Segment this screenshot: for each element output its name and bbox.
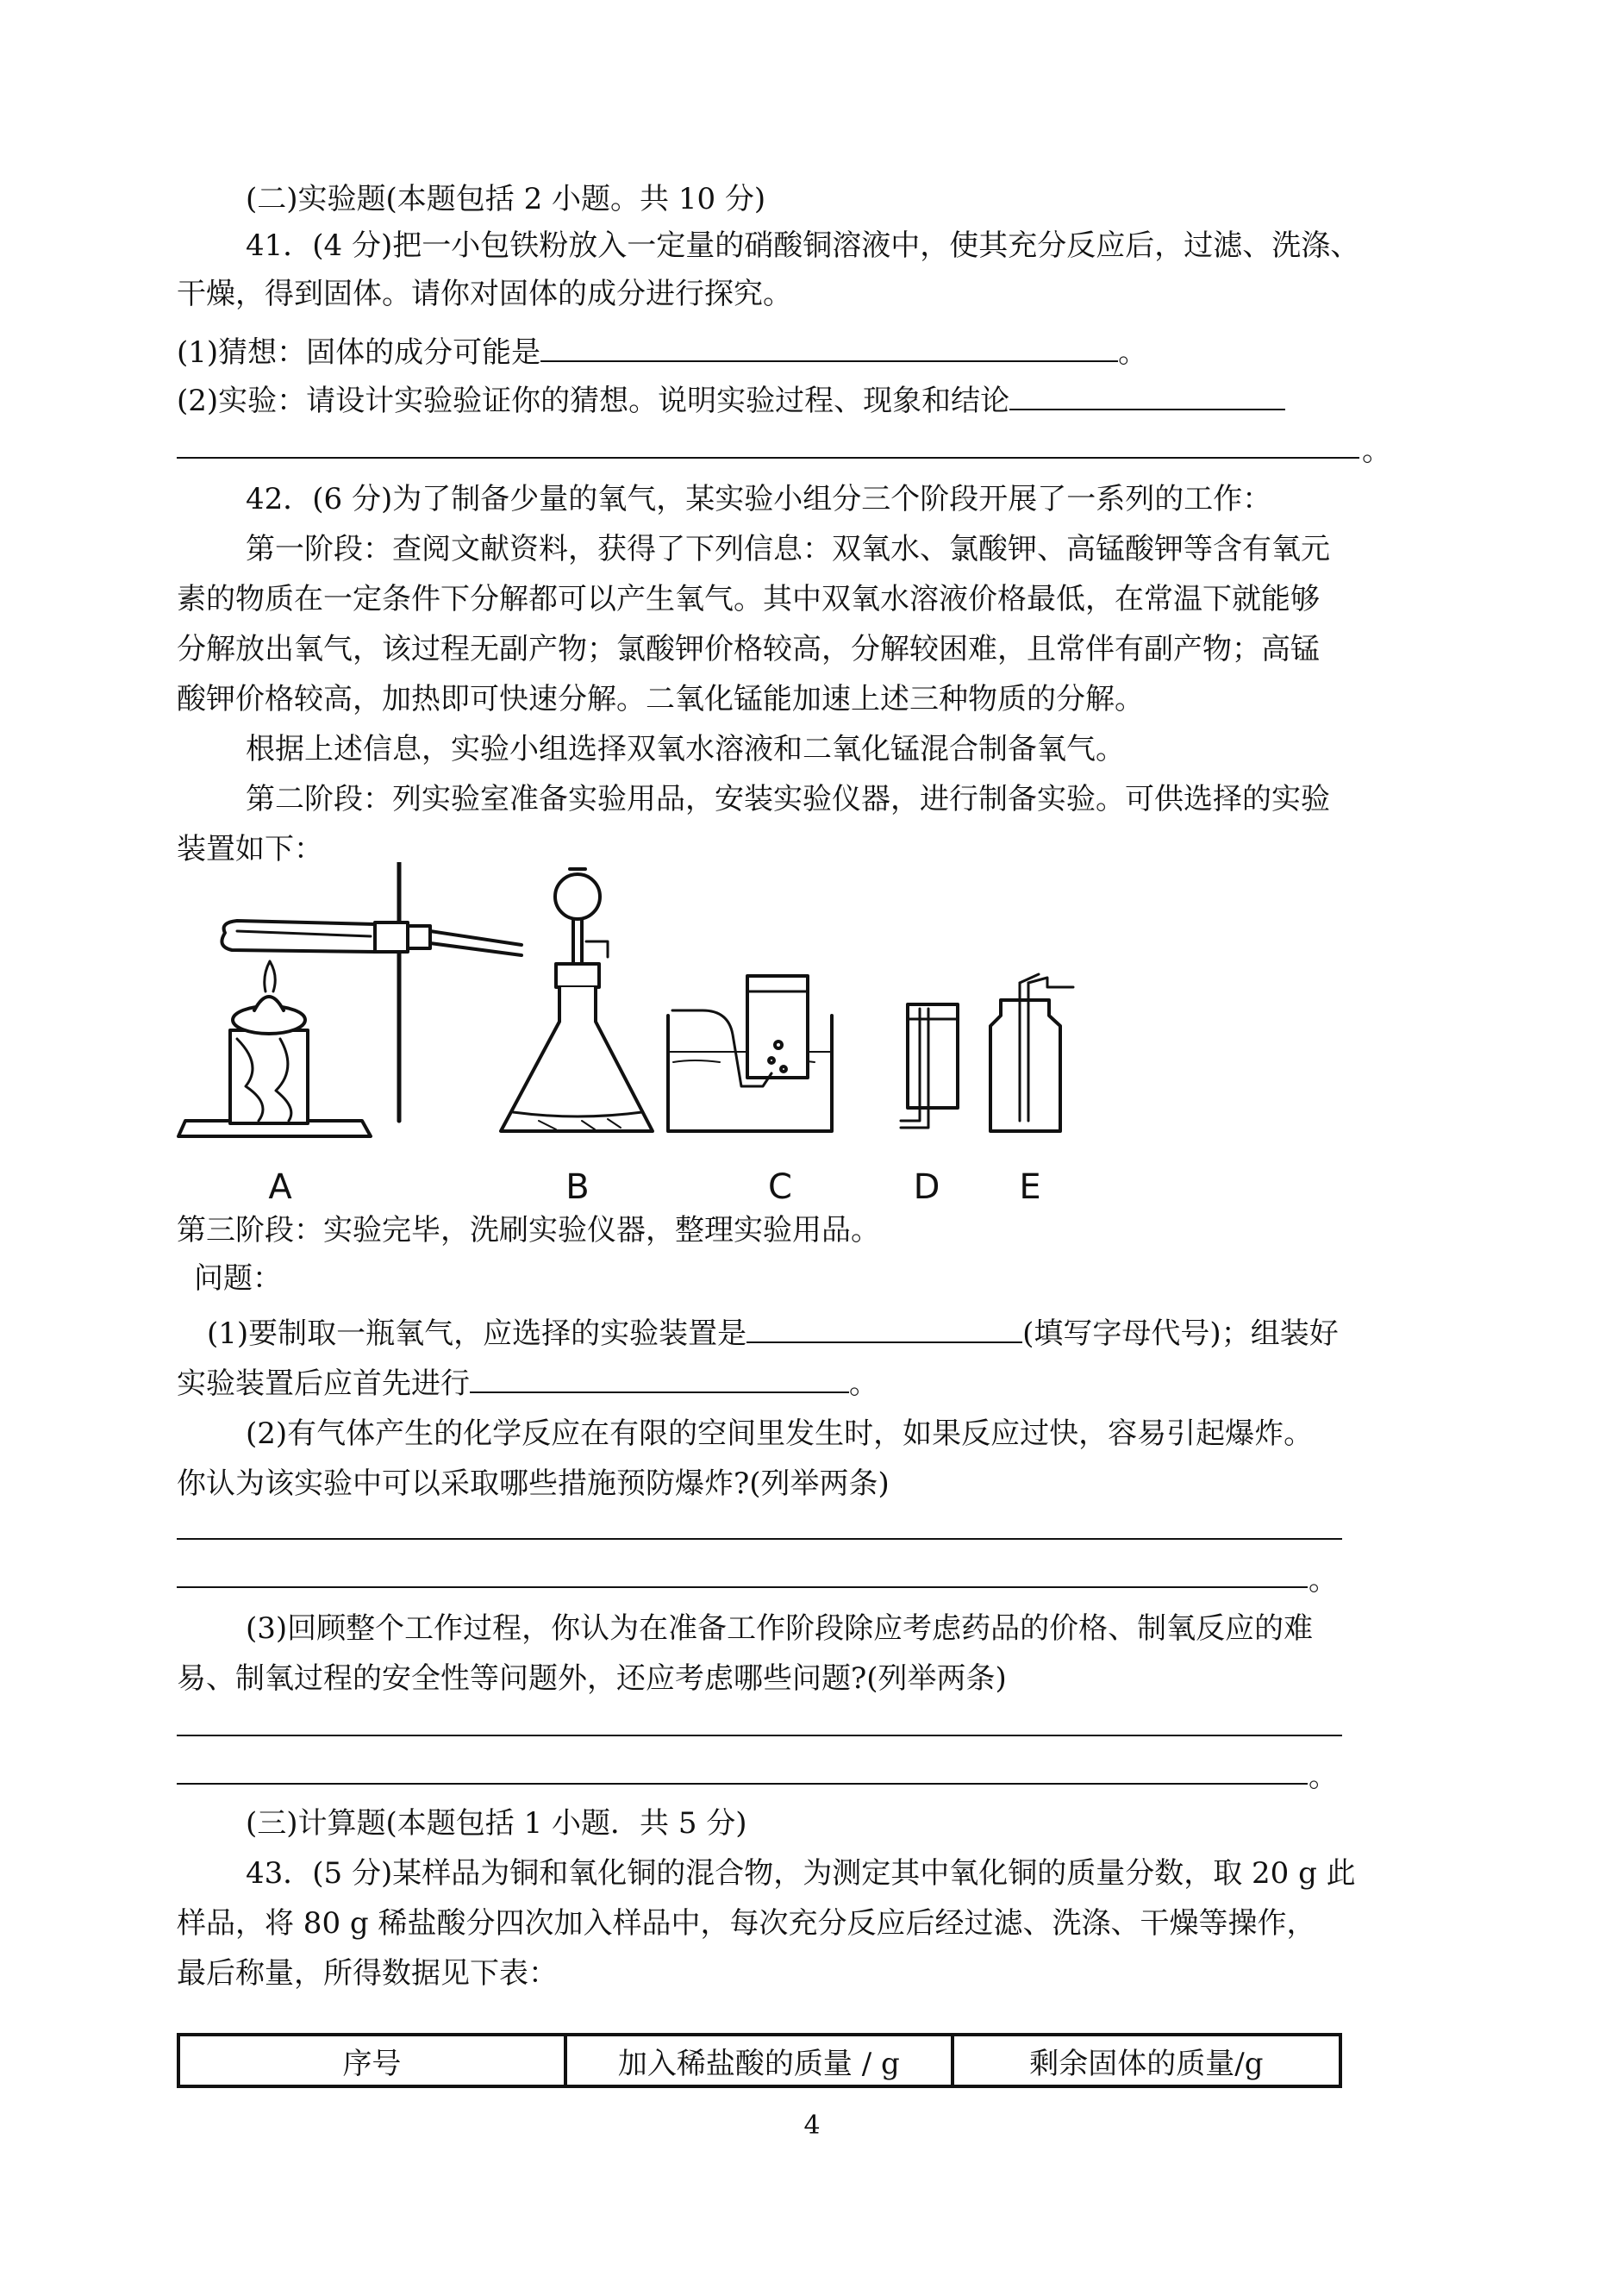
q42-p2-line1: (2)有气体产生的化学反应在有限的空间里发生时，如果反应过快，容易引起爆炸。 <box>246 1416 1314 1451</box>
q42-p3-answer-line-2[interactable] <box>177 1783 1308 1785</box>
q42-p1-hint: (填写字母代号)；组装好 <box>1022 1316 1339 1351</box>
q41-experiment-blank-1[interactable] <box>1009 378 1285 410</box>
q42-choice: 根据上述信息，实验小组选择双氧水溶液和二氧化锰混合制备氧气。 <box>246 732 1125 766</box>
table-header-acid-mass: 加入稀盐酸的质量 / g <box>565 2035 953 2086</box>
section-2-title: (二)实验题(本题包括 2 小题。共 10 分) <box>246 182 766 216</box>
q42-stage3: 第三阶段：实验完毕，洗刷实验仪器，整理实验用品。 <box>177 1213 880 1248</box>
q41-experiment-blank-2[interactable] <box>177 457 1359 459</box>
q42-p1-label: (1)要制取一瓶氧气，应选择的实验装置是 <box>207 1316 747 1351</box>
apparatus-d-downward-displacement <box>901 1004 958 1128</box>
q42-p3-line2: 易、制氧过程的安全性等问题外，还应考虑哪些问题?(列举两条) <box>177 1661 1007 1696</box>
apparatus-figure <box>177 862 1168 1207</box>
q42-stage1-line3: 分解放出氧气，该过程无副产物；氯酸钾价格较高，分解较困难，且常伴有副产物；高锰 <box>177 632 1320 666</box>
apparatus-label-a: A <box>268 1167 292 1207</box>
q42-p3-end: 。 <box>1309 1760 1338 1794</box>
q41-end: 。 <box>1362 434 1391 468</box>
q41-guess-blank[interactable] <box>540 329 1118 362</box>
apparatus-label-e: E <box>1019 1167 1041 1207</box>
apparatus-label-b: B <box>565 1167 590 1207</box>
q42-questions-title: 问题： <box>194 1261 282 1296</box>
q43-line2: 样品，将 80 g 稀盐酸分四次加入样品中，每次充分反应后经过滤、洗涤、干燥等操作， <box>177 1906 1316 1941</box>
q42-stage1-line2: 素的物质在一定条件下分解都可以产生氧气。其中双氧水溶液价格最低，在常温下就能够 <box>177 582 1320 616</box>
apparatus-c-water-trough <box>668 976 832 1131</box>
q41-guess-end: 。 <box>1118 335 1148 370</box>
q42-p2-end: 。 <box>1309 1563 1338 1598</box>
q41-line2: 干燥，得到固体。请你对固体的成分进行探究。 <box>177 277 792 311</box>
q43-line3: 最后称量，所得数据见下表： <box>177 1956 558 1991</box>
q42-p1-end: 。 <box>849 1366 878 1401</box>
q43-line1: 43．(5 分)某样品为铜和氧化铜的混合物，为测定其中氧化铜的质量分数，取 20 g 此 <box>246 1856 1356 1891</box>
q41-experiment-label: (2)实验：请设计实验验证你的猜想。说明实验过程、现象和结论 <box>177 384 1010 418</box>
q42-stage1-line1: 第一阶段：查阅文献资料，获得了下列信息：双氧水、氯酸钾、高锰酸钾等含有氧元 <box>246 532 1330 566</box>
q41-line1: 41．(4 分)把一小包铁粉放入一定量的硝酸铜溶液中，使其充分反应后，过滤、洗涤、 <box>246 228 1360 263</box>
table-header-solid-mass: 剩余固体的质量/g <box>953 2035 1340 2086</box>
apparatus-b-conical-flask <box>501 869 653 1131</box>
q42-p2-answer-line-2[interactable] <box>177 1586 1308 1588</box>
q43-data-table <box>177 2033 1342 2088</box>
q42-p1-label2: 实验装置后应首先进行 <box>177 1366 470 1401</box>
q42-p1-blank-device[interactable] <box>746 1310 1022 1343</box>
apparatus-label-d: D <box>913 1167 940 1207</box>
q42-p1-line2 <box>177 1360 878 1404</box>
section-3-title: (三)计算题(本题包括 1 小题．共 5 分) <box>246 1806 747 1841</box>
q41-experiment <box>177 378 1285 421</box>
q41-guess <box>177 329 1147 372</box>
q42-stage1-line4: 酸钾价格较高，加热即可快速分解。二氧化锰能加速上述三种物质的分解。 <box>177 682 1144 716</box>
q42-p2-answer-line-1[interactable] <box>177 1538 1342 1540</box>
q42-p2-line2: 你认为该实验中可以采取哪些措施预防爆炸?(列举两条) <box>177 1466 890 1501</box>
q42-stage2-line1: 第二阶段：列实验室准备实验用品，安装实验仪器，进行制备实验。可供选择的实验 <box>246 782 1330 816</box>
q42-p1-blank-check[interactable] <box>470 1360 849 1393</box>
q42-intro: 42．(6 分)为了制备少量的氧气，某实验小组分三个阶段开展了一系列的工作： <box>246 482 1272 516</box>
table-header-row <box>178 2035 1340 2086</box>
q42-p3-answer-line-1[interactable] <box>177 1735 1342 1736</box>
apparatus-label-c: C <box>768 1167 792 1207</box>
page-number: 4 <box>803 2111 821 2141</box>
q42-p3-line1: (3)回顾整个工作过程，你认为在准备工作阶段除应考虑药品的价格、制氧反应的难 <box>246 1611 1314 1646</box>
table-header-index: 序号 <box>178 2035 565 2086</box>
q41-guess-label: (1)猜想：固体的成分可能是 <box>177 335 541 370</box>
apparatus-a-heating-setup <box>178 862 522 1136</box>
apparatus-e-upward-displacement <box>990 974 1073 1131</box>
q42-p1-line1 <box>207 1310 1339 1354</box>
q42-stage2-line2: 装置如下： <box>177 832 323 866</box>
